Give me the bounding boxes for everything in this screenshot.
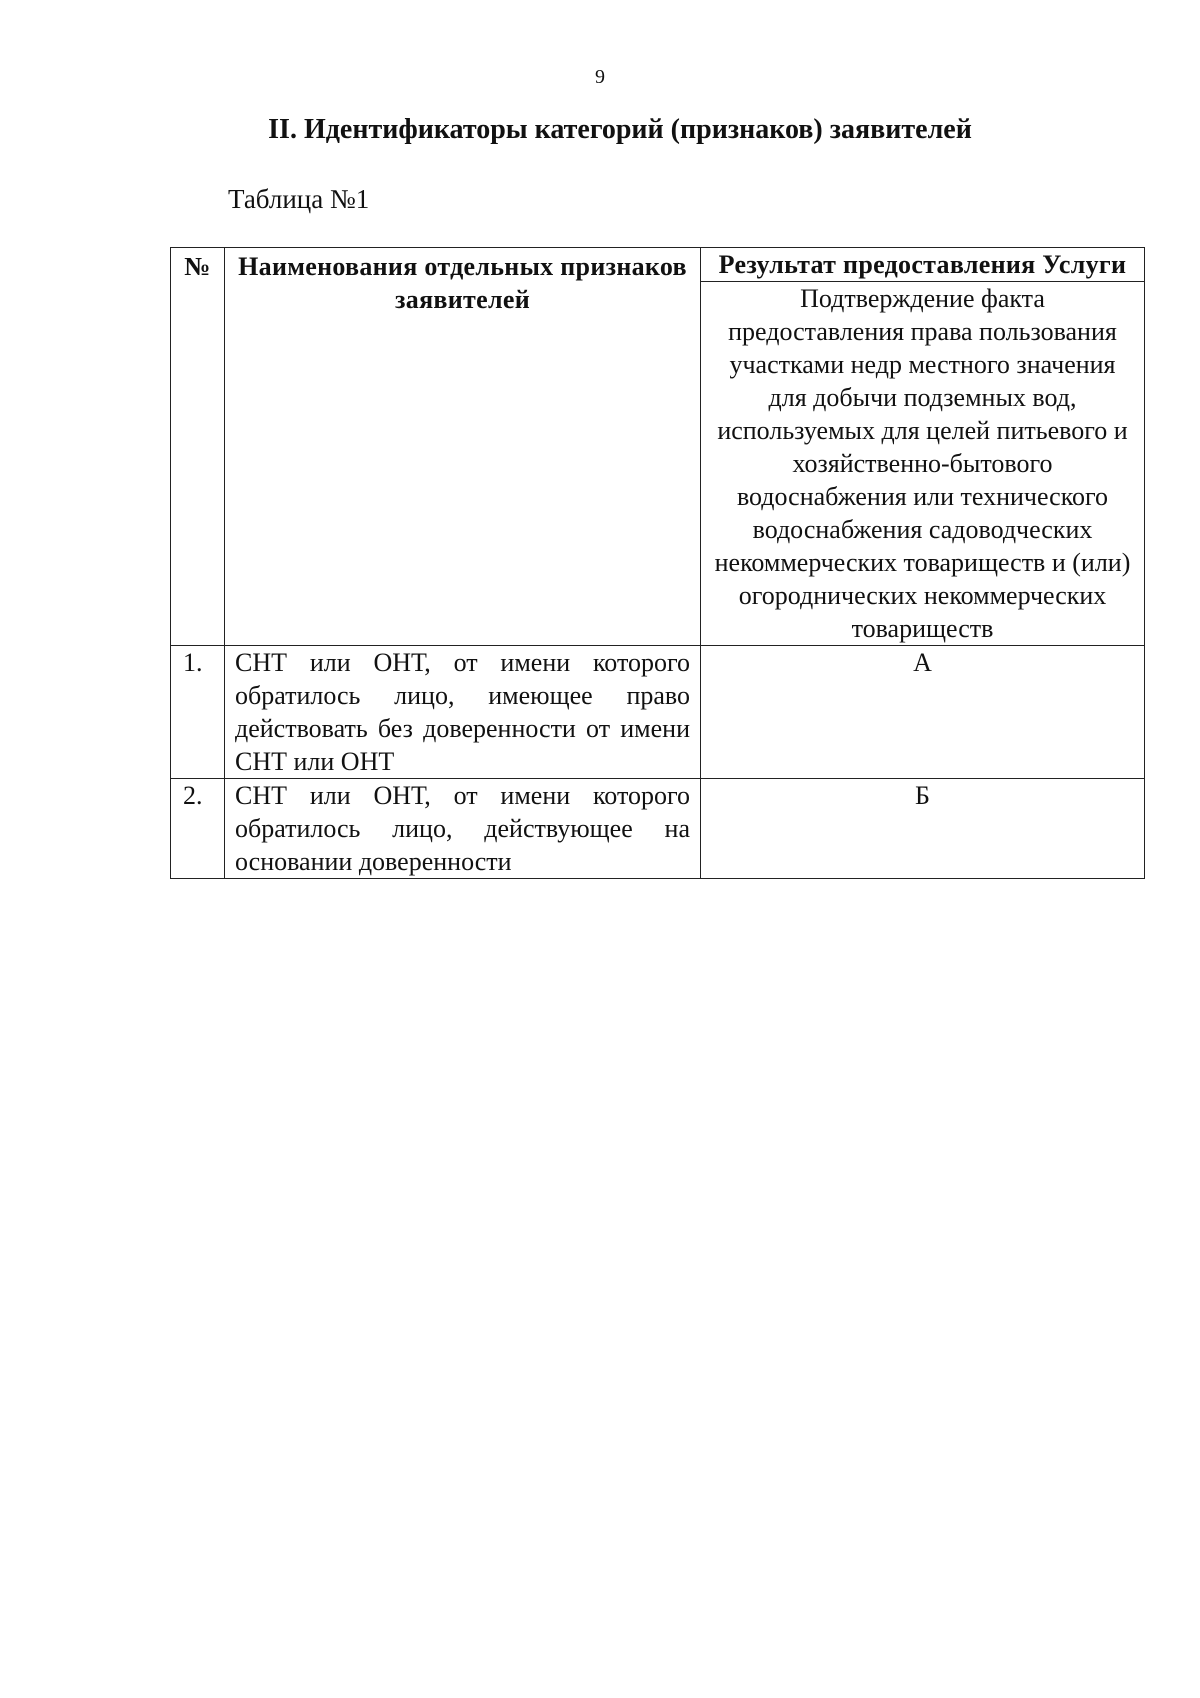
table-caption: Таблица №1 xyxy=(228,184,370,214)
row-num: 2. xyxy=(171,779,225,879)
row-result: Б xyxy=(701,779,1145,879)
header-result-subheader: Подтверждение факта предоставления права пользования участками недр местного значения для добычи подземных вод, используемых для целей питьевого и хозяйственно-бытового водоснабжения или технического водоснабжения садоводческих некоммерческих товариществ и (или) огороднических некоммерческих товариществ xyxy=(701,282,1145,646)
header-result-group: Результат предоставления Услуги xyxy=(701,248,1145,282)
header-num: № xyxy=(171,248,225,646)
row-result: А xyxy=(701,646,1145,779)
section-heading: II. Идентификаторы категорий (признаков) заявителей xyxy=(268,114,972,145)
row-name: СНТ или ОНТ, от имени которого обратилось лицо, действующее на основании доверенности xyxy=(225,779,701,879)
table-row xyxy=(171,779,1145,879)
applicant-categories-table xyxy=(170,247,1145,879)
table-row xyxy=(171,646,1145,779)
row-name: СНТ или ОНТ, от имени которого обратилось лицо, имеющее право действовать без доверенности от имени СНТ или ОНТ xyxy=(225,646,701,779)
header-name: Наименования отдельных признаков заявителей xyxy=(225,248,701,646)
table-header-row xyxy=(171,248,1145,282)
row-num: 1. xyxy=(171,646,225,779)
page-number: 9 xyxy=(595,66,605,88)
